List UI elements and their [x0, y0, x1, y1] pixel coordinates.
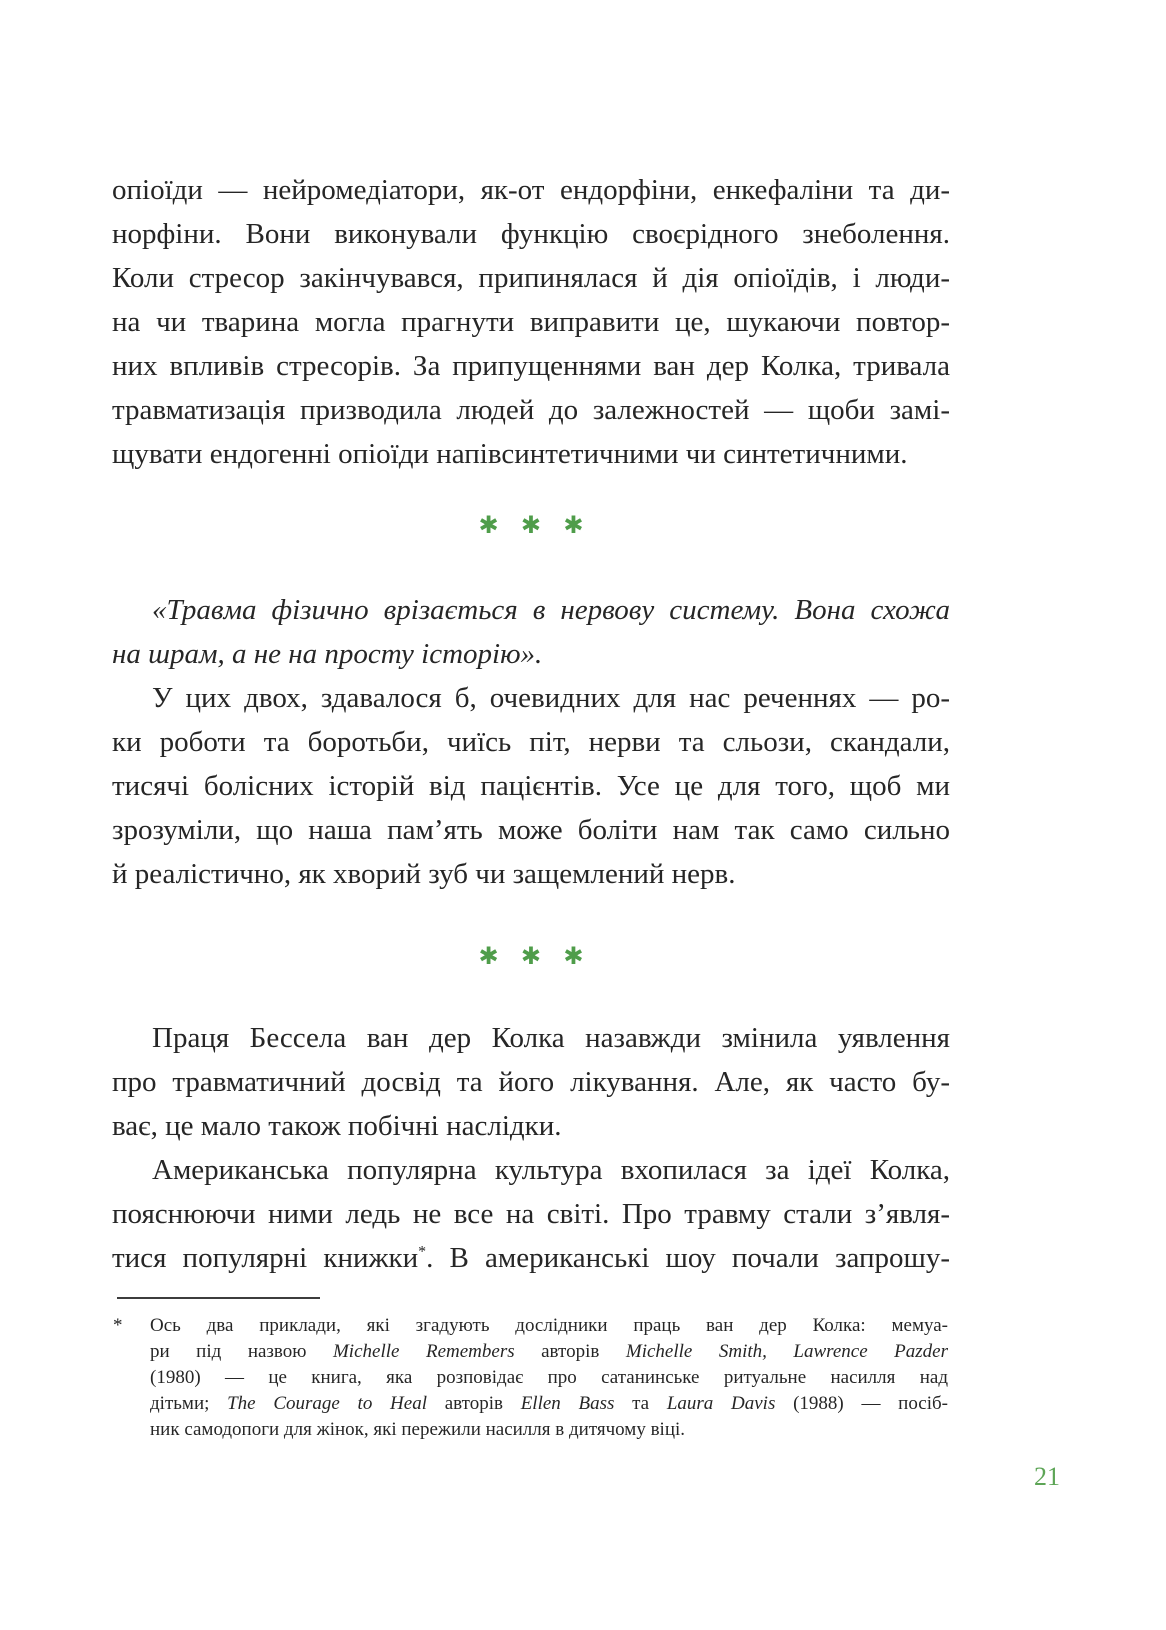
text-line: на шрам, а не на просту історію».	[112, 638, 543, 670]
section-separator-icon: ✱ ✱ ✱	[478, 942, 584, 970]
footnote-text	[150, 1313, 948, 1443]
text-line: ки роботи та боротьби, чиїсь піт, нерви та сльози, скандали,	[112, 726, 950, 758]
text-line: тисячі болісних історій від пацієнтів. Усе це для того, щоб ми	[112, 770, 950, 802]
text-line: Американська популярна культура вхопилася за ідеї Колка,	[152, 1154, 950, 1186]
paragraph-van-der-kolk-legacy	[112, 1016, 950, 1148]
paragraph-american-culture	[112, 1148, 950, 1280]
text-line: опіоїди — нейромедіатори, як-от ендорфіни, енкефаліни та ди-	[112, 174, 950, 206]
footnote-rule	[117, 1297, 320, 1299]
text-line: про травматичний досвід та його лікування. Але, як часто бу-	[112, 1066, 950, 1098]
text-line: й реалістично, як хворий зуб чи защемлений нерв.	[112, 858, 736, 890]
text-line: травматизація призводила людей до залежностей — щоби замі-	[112, 394, 950, 426]
text-line: (1980) — це книга, яка розповідає про сатанинське ритуальне насилля над	[150, 1367, 948, 1388]
text-line: Ось два приклади, які згадують дослідники праць ван дер Колка: мемуа-	[150, 1315, 948, 1336]
page-number: 21	[1034, 1462, 1060, 1491]
footnote-marker: *	[113, 1315, 123, 1336]
quote-paragraph	[112, 588, 950, 676]
text-line: ри під назвою Michelle Remembers авторів Michelle Smith, Lawrence Pazder	[150, 1341, 948, 1362]
text-line: У цих двох, здавалося б, очевидних для нас реченнях — ро-	[152, 682, 950, 714]
text-line: «Травма фізично врізається в нервову систему. Вона схожа	[152, 594, 950, 626]
section-separator-icon: ✱ ✱ ✱	[478, 511, 584, 539]
paragraph-opioids	[112, 168, 950, 476]
text-line: пояснюючи ними ледь не все на світі. Про травму стали з’явля-	[112, 1198, 950, 1230]
text-line: них впливів стресорів. За припущеннями ван дер Колка, тривала	[112, 350, 950, 382]
text-line: дітьми; The Courage to Heal авторів Ellen Bass та Laura Davis (1988) — посіб-	[150, 1393, 949, 1414]
text-line: тися популярні книжки*. В американські шоу почали запрошу-	[112, 1242, 950, 1274]
text-line: щувати ендогенні опіоїди напівсинтетичними чи синтетичними.	[112, 438, 908, 470]
text-line: Праця Бессела ван дер Колка назавжди змінила уявлення	[152, 1022, 950, 1054]
paragraph-two-sentences	[112, 676, 950, 896]
text-line: Коли стресор закінчувався, припинялася й дія опіоїдів, і люди-	[112, 262, 950, 294]
text-line: на чи тварина могла прагнути виправити це, шукаючи повтор-	[112, 306, 950, 338]
text-line: ник самодопоги для жінок, які пережили насилля в дитячому віці.	[150, 1419, 686, 1440]
text-line: зрозуміли, що наша пам’ять може боліти нам так само сильно	[112, 814, 950, 846]
text-line: ває, це мало також побічні наслідки.	[112, 1110, 562, 1142]
text-line: норфіни. Вони виконували функцію своєрідного знеболення.	[112, 218, 950, 250]
